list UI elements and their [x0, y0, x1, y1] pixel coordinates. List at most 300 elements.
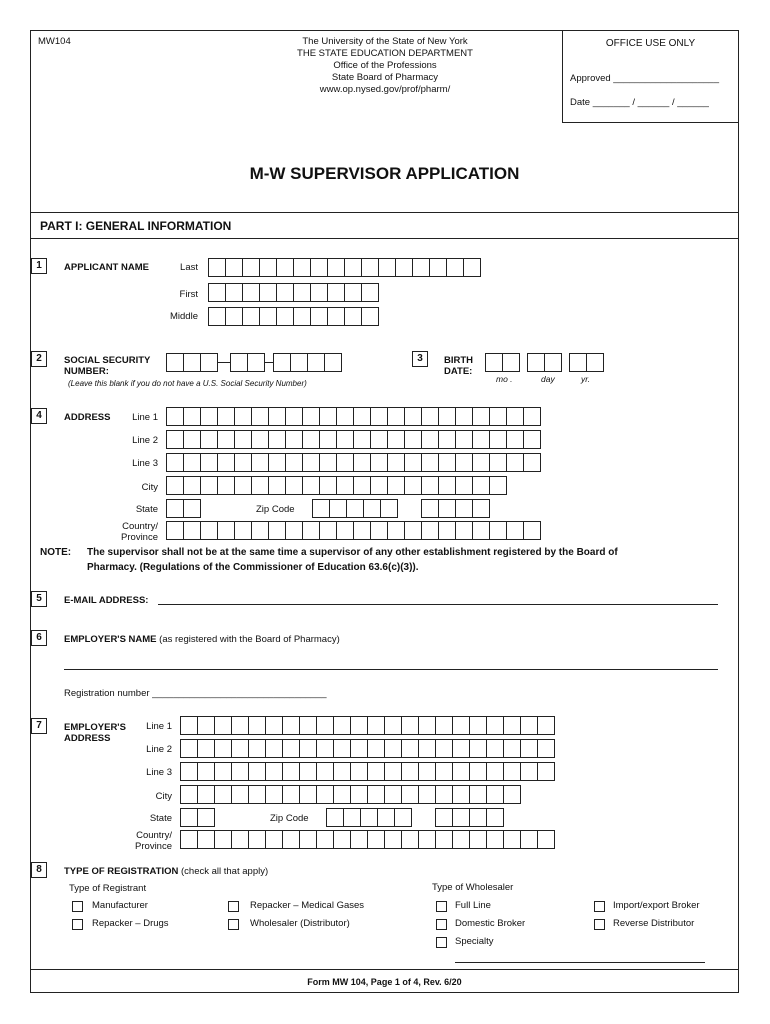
- zip-ext-boxes[interactable]: [421, 499, 489, 518]
- char-box[interactable]: [360, 808, 378, 827]
- char-box[interactable]: [401, 830, 419, 849]
- char-box[interactable]: [327, 283, 345, 302]
- char-box[interactable]: [225, 258, 243, 277]
- char-box[interactable]: [166, 476, 184, 495]
- char-box[interactable]: [333, 716, 351, 735]
- char-box[interactable]: [319, 407, 337, 426]
- char-box[interactable]: [452, 808, 470, 827]
- reverse-distributor-checkbox[interactable]: [594, 919, 605, 930]
- char-box[interactable]: [384, 716, 402, 735]
- char-box[interactable]: [247, 353, 265, 372]
- char-box[interactable]: [438, 476, 456, 495]
- char-box[interactable]: [502, 353, 520, 372]
- char-box[interactable]: [268, 407, 286, 426]
- middle-name-boxes[interactable]: [208, 307, 378, 326]
- char-box[interactable]: [361, 258, 379, 277]
- char-box[interactable]: [544, 353, 562, 372]
- char-box[interactable]: [208, 258, 226, 277]
- char-box[interactable]: [472, 453, 490, 472]
- specialty-checkbox[interactable]: [436, 937, 447, 948]
- repacker-gases-checkbox[interactable]: [228, 901, 239, 912]
- char-box[interactable]: [259, 258, 277, 277]
- char-box[interactable]: [472, 499, 490, 518]
- char-box[interactable]: [350, 739, 368, 758]
- char-box[interactable]: [200, 407, 218, 426]
- char-box[interactable]: [310, 307, 328, 326]
- char-box[interactable]: [384, 762, 402, 781]
- char-box[interactable]: [259, 283, 277, 302]
- char-box[interactable]: [316, 716, 334, 735]
- char-box[interactable]: [438, 453, 456, 472]
- first-name-boxes[interactable]: [208, 283, 378, 302]
- char-box[interactable]: [455, 521, 473, 540]
- char-box[interactable]: [302, 476, 320, 495]
- char-box[interactable]: [404, 407, 422, 426]
- char-box[interactable]: [285, 453, 303, 472]
- char-box[interactable]: [452, 739, 470, 758]
- char-box[interactable]: [225, 307, 243, 326]
- char-box[interactable]: [486, 785, 504, 804]
- char-box[interactable]: [404, 521, 422, 540]
- char-box[interactable]: [333, 785, 351, 804]
- address-line1-boxes[interactable]: [166, 407, 540, 426]
- char-box[interactable]: [231, 830, 249, 849]
- char-box[interactable]: [265, 762, 283, 781]
- char-box[interactable]: [455, 407, 473, 426]
- char-box[interactable]: [418, 716, 436, 735]
- char-box[interactable]: [316, 785, 334, 804]
- char-box[interactable]: [486, 739, 504, 758]
- char-box[interactable]: [506, 430, 524, 449]
- char-box[interactable]: [316, 830, 334, 849]
- char-box[interactable]: [319, 430, 337, 449]
- char-box[interactable]: [166, 499, 184, 518]
- char-box[interactable]: [469, 830, 487, 849]
- char-box[interactable]: [217, 407, 235, 426]
- char-box[interactable]: [302, 521, 320, 540]
- char-box[interactable]: [302, 430, 320, 449]
- char-box[interactable]: [446, 258, 464, 277]
- char-box[interactable]: [217, 453, 235, 472]
- char-box[interactable]: [248, 785, 266, 804]
- char-box[interactable]: [404, 453, 422, 472]
- char-box[interactable]: [265, 716, 283, 735]
- char-box[interactable]: [455, 499, 473, 518]
- state-boxes[interactable]: [166, 499, 200, 518]
- char-box[interactable]: [217, 430, 235, 449]
- char-box[interactable]: [370, 407, 388, 426]
- char-box[interactable]: [363, 499, 381, 518]
- char-box[interactable]: [370, 430, 388, 449]
- char-box[interactable]: [435, 739, 453, 758]
- char-box[interactable]: [293, 258, 311, 277]
- char-box[interactable]: [299, 762, 317, 781]
- full-line-checkbox[interactable]: [436, 901, 447, 912]
- country-boxes[interactable]: [166, 521, 540, 540]
- char-box[interactable]: [486, 830, 504, 849]
- char-box[interactable]: [316, 739, 334, 758]
- char-box[interactable]: [344, 258, 362, 277]
- char-box[interactable]: [282, 716, 300, 735]
- char-box[interactable]: [166, 353, 184, 372]
- char-box[interactable]: [418, 739, 436, 758]
- char-box[interactable]: [197, 830, 215, 849]
- char-box[interactable]: [183, 521, 201, 540]
- char-box[interactable]: [230, 353, 248, 372]
- char-box[interactable]: [336, 521, 354, 540]
- char-box[interactable]: [489, 430, 507, 449]
- char-box[interactable]: [361, 283, 379, 302]
- char-box[interactable]: [183, 476, 201, 495]
- char-box[interactable]: [234, 430, 252, 449]
- char-box[interactable]: [214, 830, 232, 849]
- char-box[interactable]: [421, 499, 439, 518]
- char-box[interactable]: [586, 353, 604, 372]
- char-box[interactable]: [290, 353, 308, 372]
- char-box[interactable]: [183, 499, 201, 518]
- char-box[interactable]: [435, 830, 453, 849]
- char-box[interactable]: [293, 307, 311, 326]
- char-box[interactable]: [506, 521, 524, 540]
- char-box[interactable]: [523, 453, 541, 472]
- import-export-checkbox[interactable]: [594, 901, 605, 912]
- employer-line3-boxes[interactable]: [180, 762, 554, 781]
- char-box[interactable]: [367, 762, 385, 781]
- char-box[interactable]: [336, 407, 354, 426]
- char-box[interactable]: [350, 716, 368, 735]
- char-box[interactable]: [265, 830, 283, 849]
- char-box[interactable]: [421, 430, 439, 449]
- domestic-broker-checkbox[interactable]: [436, 919, 447, 930]
- char-box[interactable]: [276, 258, 294, 277]
- char-box[interactable]: [353, 430, 371, 449]
- employer-state-boxes[interactable]: [180, 808, 214, 827]
- char-box[interactable]: [370, 521, 388, 540]
- char-box[interactable]: [503, 739, 521, 758]
- char-box[interactable]: [268, 476, 286, 495]
- employer-name-input[interactable]: [64, 669, 718, 670]
- char-box[interactable]: [276, 283, 294, 302]
- char-box[interactable]: [395, 258, 413, 277]
- employer-line1-boxes[interactable]: [180, 716, 554, 735]
- char-box[interactable]: [387, 453, 405, 472]
- zip-boxes[interactable]: [312, 499, 397, 518]
- char-box[interactable]: [285, 476, 303, 495]
- char-box[interactable]: [248, 830, 266, 849]
- char-box[interactable]: [293, 283, 311, 302]
- char-box[interactable]: [344, 283, 362, 302]
- char-box[interactable]: [452, 716, 470, 735]
- char-box[interactable]: [463, 258, 481, 277]
- char-box[interactable]: [333, 762, 351, 781]
- char-box[interactable]: [438, 521, 456, 540]
- char-box[interactable]: [268, 521, 286, 540]
- employer-line2-boxes[interactable]: [180, 739, 554, 758]
- char-box[interactable]: [166, 430, 184, 449]
- ssn-part3-boxes[interactable]: [273, 353, 341, 372]
- char-box[interactable]: [344, 307, 362, 326]
- char-box[interactable]: [506, 453, 524, 472]
- char-box[interactable]: [180, 808, 198, 827]
- char-box[interactable]: [302, 453, 320, 472]
- char-box[interactable]: [214, 762, 232, 781]
- char-box[interactable]: [285, 521, 303, 540]
- char-box[interactable]: [234, 453, 252, 472]
- char-box[interactable]: [370, 453, 388, 472]
- ssn-part2-boxes[interactable]: [230, 353, 264, 372]
- char-box[interactable]: [346, 499, 364, 518]
- char-box[interactable]: [200, 353, 218, 372]
- specialty-input[interactable]: [455, 962, 705, 963]
- char-box[interactable]: [310, 258, 328, 277]
- char-box[interactable]: [259, 307, 277, 326]
- char-box[interactable]: [503, 716, 521, 735]
- employer-country-boxes[interactable]: [180, 830, 554, 849]
- char-box[interactable]: [327, 307, 345, 326]
- char-box[interactable]: [435, 762, 453, 781]
- char-box[interactable]: [367, 785, 385, 804]
- char-box[interactable]: [299, 716, 317, 735]
- char-box[interactable]: [520, 739, 538, 758]
- char-box[interactable]: [183, 430, 201, 449]
- char-box[interactable]: [384, 739, 402, 758]
- char-box[interactable]: [214, 785, 232, 804]
- char-box[interactable]: [273, 353, 291, 372]
- char-box[interactable]: [455, 476, 473, 495]
- char-box[interactable]: [251, 407, 269, 426]
- char-box[interactable]: [435, 785, 453, 804]
- char-box[interactable]: [506, 407, 524, 426]
- char-box[interactable]: [214, 739, 232, 758]
- char-box[interactable]: [438, 430, 456, 449]
- char-box[interactable]: [520, 762, 538, 781]
- birth-day-boxes[interactable]: [527, 353, 561, 372]
- char-box[interactable]: [180, 739, 198, 758]
- char-box[interactable]: [343, 808, 361, 827]
- repacker-drugs-checkbox[interactable]: [72, 919, 83, 930]
- employer-city-boxes[interactable]: [180, 785, 520, 804]
- char-box[interactable]: [282, 739, 300, 758]
- manufacturer-checkbox[interactable]: [72, 901, 83, 912]
- char-box[interactable]: [472, 430, 490, 449]
- char-box[interactable]: [469, 785, 487, 804]
- char-box[interactable]: [421, 453, 439, 472]
- char-box[interactable]: [378, 258, 396, 277]
- char-box[interactable]: [234, 407, 252, 426]
- char-box[interactable]: [486, 808, 504, 827]
- address-line2-boxes[interactable]: [166, 430, 540, 449]
- char-box[interactable]: [537, 762, 555, 781]
- char-box[interactable]: [537, 716, 555, 735]
- char-box[interactable]: [503, 762, 521, 781]
- char-box[interactable]: [336, 476, 354, 495]
- ssn-part1-boxes[interactable]: [166, 353, 217, 372]
- char-box[interactable]: [361, 307, 379, 326]
- employer-zip-ext-boxes[interactable]: [435, 808, 503, 827]
- char-box[interactable]: [503, 785, 521, 804]
- char-box[interactable]: [242, 307, 260, 326]
- char-box[interactable]: [421, 476, 439, 495]
- char-box[interactable]: [523, 407, 541, 426]
- char-box[interactable]: [217, 476, 235, 495]
- char-box[interactable]: [377, 808, 395, 827]
- char-box[interactable]: [319, 476, 337, 495]
- char-box[interactable]: [299, 739, 317, 758]
- char-box[interactable]: [489, 521, 507, 540]
- char-box[interactable]: [200, 453, 218, 472]
- wholesaler-checkbox[interactable]: [228, 919, 239, 930]
- char-box[interactable]: [231, 762, 249, 781]
- char-box[interactable]: [384, 830, 402, 849]
- char-box[interactable]: [312, 499, 330, 518]
- char-box[interactable]: [217, 521, 235, 540]
- char-box[interactable]: [242, 283, 260, 302]
- char-box[interactable]: [486, 762, 504, 781]
- char-box[interactable]: [523, 521, 541, 540]
- char-box[interactable]: [404, 430, 422, 449]
- char-box[interactable]: [353, 476, 371, 495]
- char-box[interactable]: [248, 739, 266, 758]
- char-box[interactable]: [316, 762, 334, 781]
- char-box[interactable]: [336, 453, 354, 472]
- char-box[interactable]: [350, 785, 368, 804]
- char-box[interactable]: [472, 407, 490, 426]
- char-box[interactable]: [183, 353, 201, 372]
- char-box[interactable]: [197, 739, 215, 758]
- char-box[interactable]: [421, 521, 439, 540]
- char-box[interactable]: [197, 808, 215, 827]
- char-box[interactable]: [469, 762, 487, 781]
- char-box[interactable]: [387, 407, 405, 426]
- char-box[interactable]: [367, 716, 385, 735]
- char-box[interactable]: [225, 283, 243, 302]
- registration-number-field[interactable]: Registration number _________________________________: [64, 688, 327, 699]
- char-box[interactable]: [302, 407, 320, 426]
- char-box[interactable]: [537, 739, 555, 758]
- employer-zip-boxes[interactable]: [326, 808, 411, 827]
- char-box[interactable]: [285, 407, 303, 426]
- char-box[interactable]: [214, 716, 232, 735]
- char-box[interactable]: [183, 407, 201, 426]
- char-box[interactable]: [180, 785, 198, 804]
- char-box[interactable]: [469, 716, 487, 735]
- char-box[interactable]: [370, 476, 388, 495]
- char-box[interactable]: [401, 739, 419, 758]
- char-box[interactable]: [418, 762, 436, 781]
- char-box[interactable]: [384, 785, 402, 804]
- char-box[interactable]: [387, 521, 405, 540]
- char-box[interactable]: [180, 762, 198, 781]
- char-box[interactable]: [336, 430, 354, 449]
- char-box[interactable]: [307, 353, 325, 372]
- char-box[interactable]: [452, 762, 470, 781]
- char-box[interactable]: [299, 785, 317, 804]
- char-box[interactable]: [268, 430, 286, 449]
- char-box[interactable]: [401, 716, 419, 735]
- char-box[interactable]: [380, 499, 398, 518]
- office-date-field[interactable]: Date _______ / ______ / ______: [570, 97, 709, 108]
- char-box[interactable]: [197, 716, 215, 735]
- char-box[interactable]: [248, 716, 266, 735]
- approved-field[interactable]: Approved ____________________: [570, 73, 719, 84]
- char-box[interactable]: [350, 762, 368, 781]
- char-box[interactable]: [353, 521, 371, 540]
- char-box[interactable]: [333, 830, 351, 849]
- char-box[interactable]: [242, 258, 260, 277]
- char-box[interactable]: [412, 258, 430, 277]
- char-box[interactable]: [282, 830, 300, 849]
- char-box[interactable]: [251, 430, 269, 449]
- char-box[interactable]: [438, 499, 456, 518]
- char-box[interactable]: [197, 785, 215, 804]
- char-box[interactable]: [282, 762, 300, 781]
- char-box[interactable]: [503, 830, 521, 849]
- char-box[interactable]: [353, 407, 371, 426]
- char-box[interactable]: [234, 476, 252, 495]
- char-box[interactable]: [251, 453, 269, 472]
- char-box[interactable]: [523, 430, 541, 449]
- char-box[interactable]: [435, 808, 453, 827]
- char-box[interactable]: [333, 739, 351, 758]
- char-box[interactable]: [285, 430, 303, 449]
- char-box[interactable]: [367, 830, 385, 849]
- birth-month-boxes[interactable]: [485, 353, 519, 372]
- char-box[interactable]: [472, 476, 490, 495]
- char-box[interactable]: [469, 739, 487, 758]
- char-box[interactable]: [387, 476, 405, 495]
- char-box[interactable]: [418, 830, 436, 849]
- char-box[interactable]: [268, 453, 286, 472]
- char-box[interactable]: [367, 739, 385, 758]
- char-box[interactable]: [520, 830, 538, 849]
- char-box[interactable]: [200, 430, 218, 449]
- birth-year-boxes[interactable]: [569, 353, 603, 372]
- char-box[interactable]: [319, 521, 337, 540]
- char-box[interactable]: [319, 453, 337, 472]
- char-box[interactable]: [452, 785, 470, 804]
- char-box[interactable]: [394, 808, 412, 827]
- char-box[interactable]: [324, 353, 342, 372]
- char-box[interactable]: [234, 521, 252, 540]
- char-box[interactable]: [265, 785, 283, 804]
- char-box[interactable]: [327, 258, 345, 277]
- char-box[interactable]: [452, 830, 470, 849]
- address-line3-boxes[interactable]: [166, 453, 540, 472]
- char-box[interactable]: [310, 283, 328, 302]
- char-box[interactable]: [231, 785, 249, 804]
- last-name-boxes[interactable]: [208, 258, 480, 277]
- char-box[interactable]: [401, 785, 419, 804]
- char-box[interactable]: [329, 499, 347, 518]
- char-box[interactable]: [569, 353, 587, 372]
- char-box[interactable]: [200, 521, 218, 540]
- email-input[interactable]: [158, 604, 718, 605]
- char-box[interactable]: [353, 453, 371, 472]
- char-box[interactable]: [527, 353, 545, 372]
- char-box[interactable]: [438, 407, 456, 426]
- char-box[interactable]: [326, 808, 344, 827]
- char-box[interactable]: [418, 785, 436, 804]
- char-box[interactable]: [537, 830, 555, 849]
- char-box[interactable]: [166, 521, 184, 540]
- char-box[interactable]: [421, 407, 439, 426]
- char-box[interactable]: [180, 830, 198, 849]
- char-box[interactable]: [231, 739, 249, 758]
- char-box[interactable]: [455, 453, 473, 472]
- char-box[interactable]: [208, 307, 226, 326]
- char-box[interactable]: [276, 307, 294, 326]
- char-box[interactable]: [197, 762, 215, 781]
